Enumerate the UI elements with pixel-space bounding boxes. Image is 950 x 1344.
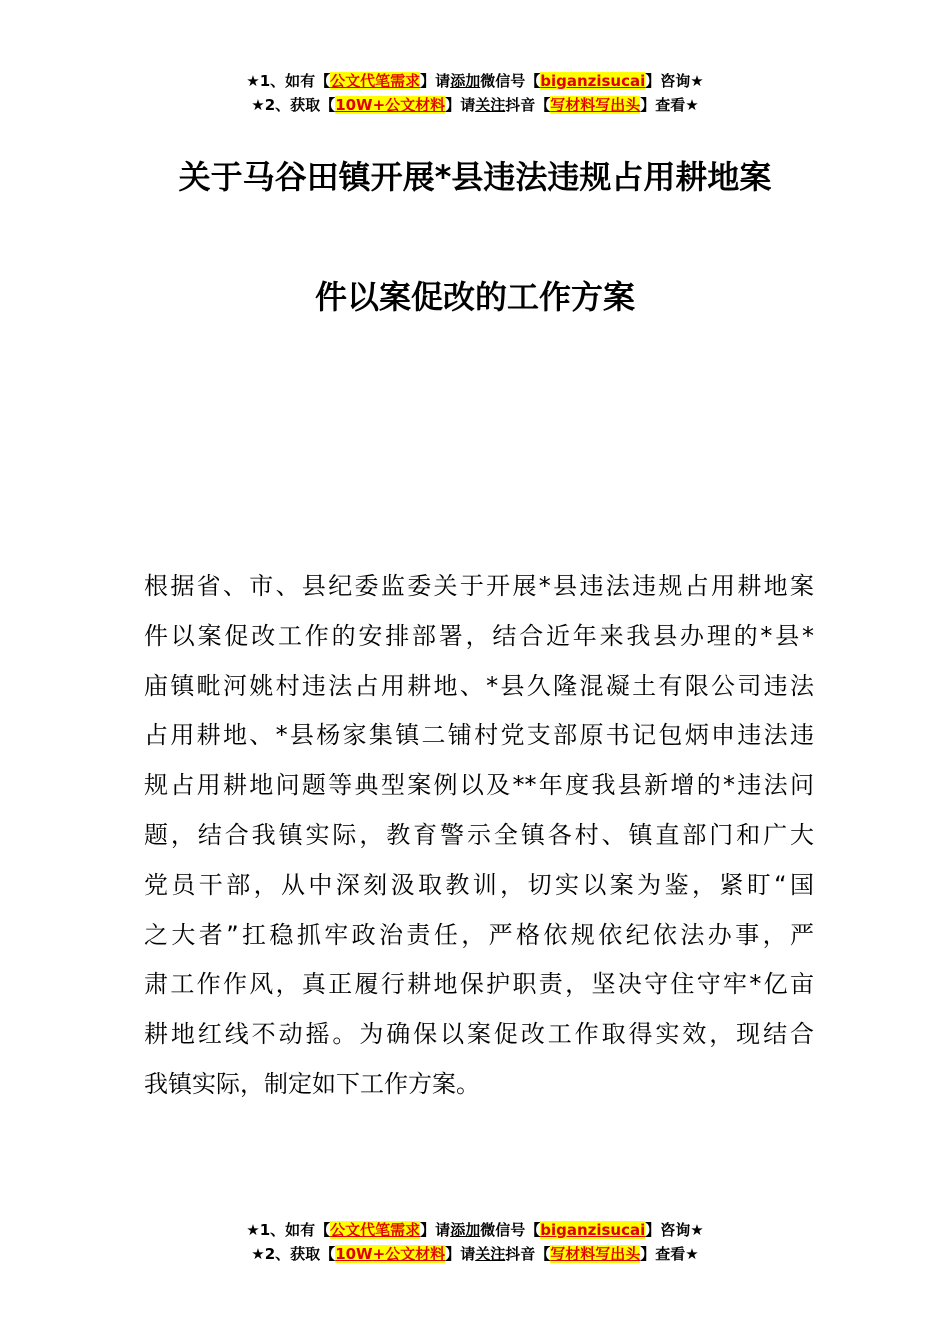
- body-line: 规占用耕地问题等典型案例以及**年度我县新增的*违法问: [144, 771, 814, 800]
- body-paragraph: [144, 562, 814, 1110]
- banner-text: ★1、如有【: [246, 72, 331, 90]
- banner-text: 抖音【: [505, 96, 551, 114]
- banner-highlight: 公文代笔需求: [330, 1221, 421, 1239]
- banner-highlight: 公文代笔需求: [330, 72, 421, 90]
- banner-text: 】咨询★: [645, 1221, 704, 1239]
- banner-text: 】查看★: [640, 96, 699, 114]
- banner-text: ★2、获取【: [251, 1245, 336, 1263]
- body-line: 题，结合我镇实际，教育警示全镇各村、镇直部门和广大: [144, 820, 814, 849]
- body-line: 耕地红线不动摇。为确保以案促改工作取得实效，现结合: [144, 1020, 814, 1049]
- banner-text: ★2、获取【: [251, 96, 336, 114]
- banner-highlight: 写材料写出头: [550, 1245, 641, 1263]
- banner-line-2: [0, 93, 950, 117]
- banner-text: 微信号【: [480, 1221, 541, 1239]
- banner-text: 】请: [445, 1245, 476, 1263]
- body-line: 之大者”扛稳抓牢政治责任，严格依规依纪依法办事，严: [144, 920, 814, 949]
- body-line: 根据省、市、县纪委监委关于开展*县违法违规占用耕地案: [144, 572, 814, 600]
- banner-line-2: [0, 1242, 950, 1266]
- banner-text: 】咨询★: [645, 72, 704, 90]
- banner-underline: 添加: [450, 72, 481, 90]
- banner-highlight: biganzisucai: [540, 1221, 646, 1239]
- banner-line-1: [0, 1218, 950, 1242]
- banner-underline: 关注: [475, 1245, 506, 1263]
- banner-highlight: biganzisucai: [540, 72, 646, 90]
- banner-text: 】请: [420, 72, 451, 90]
- body-line: 肃工作作风，真正履行耕地保护职责，坚决守住守牢*亿亩: [144, 970, 814, 999]
- banner-highlight: 10W+公文材料: [335, 96, 446, 114]
- footer-banner: [0, 1218, 950, 1266]
- banner-highlight: 写材料写出头: [550, 96, 641, 114]
- banner-text: 微信号【: [480, 72, 541, 90]
- header-banner: [0, 69, 950, 117]
- banner-text: 】请: [445, 96, 476, 114]
- banner-text: 抖音【: [505, 1245, 551, 1263]
- body-line: 庙镇毗河姚村违法占用耕地、*县久隆混凝土有限公司违法: [144, 671, 814, 700]
- body-line: 占用耕地、*县杨家集镇二铺村党支部原书记包炳申违法违: [144, 721, 814, 750]
- banner-underline: 添加: [450, 1221, 481, 1239]
- banner-line-1: [0, 69, 950, 93]
- banner-underline: 关注: [475, 96, 506, 114]
- document-title-line-2: 件以案促改的工作方案: [314, 278, 635, 316]
- banner-text: 】请: [420, 1221, 451, 1239]
- banner-highlight: 10W+公文材料: [335, 1245, 446, 1263]
- banner-text: ★1、如有【: [246, 1221, 331, 1239]
- document-title-line-1: 关于马谷田镇开展*县违法违规占用耕地案: [178, 158, 772, 196]
- body-line: 件以案促改工作的安排部署，结合近年来我县办理的*县*: [144, 621, 814, 650]
- body-line: 党员干部，从中深刻汲取教训，切实以案为鉴，紧盯“国: [144, 870, 814, 899]
- body-line: 我镇实际，制定如下工作方案。: [144, 1069, 480, 1098]
- banner-text: 】查看★: [640, 1245, 699, 1263]
